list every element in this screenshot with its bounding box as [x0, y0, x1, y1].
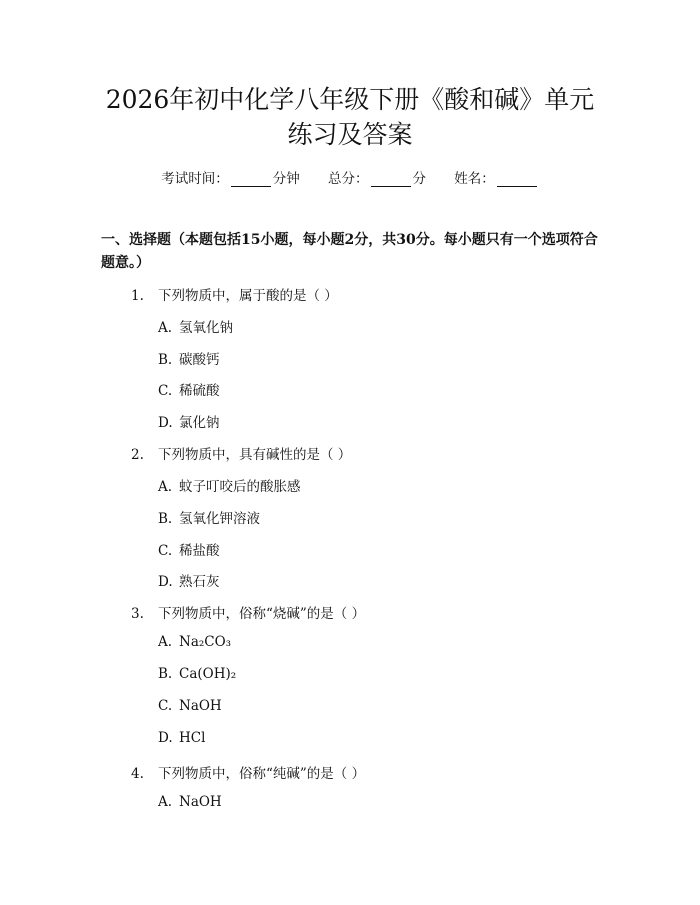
- question-text: 下列物质中，具有碱性的是（ ）: [158, 447, 352, 463]
- question-3-option-a: [158, 634, 231, 650]
- question-1: [131, 284, 338, 304]
- question-3-option-c: [158, 698, 222, 714]
- option-letter: C.: [158, 383, 173, 399]
- section-heading: 一、选择题（本题包括15小题，每小题2分，共30分。每小题只有一个选项符合题意。）: [101, 232, 598, 271]
- question-number: 1.: [131, 288, 144, 304]
- option-text: NaOH: [179, 794, 222, 810]
- option-letter: B.: [158, 666, 173, 682]
- exam-name: [454, 167, 539, 187]
- question-number: 3.: [131, 606, 144, 622]
- option-letter: A.: [158, 794, 173, 810]
- question-3-option-b: [158, 666, 236, 682]
- option-letter: C.: [158, 698, 173, 714]
- time-blank: [231, 172, 271, 187]
- question-number: 4.: [131, 766, 144, 782]
- question-1-option-c: [158, 379, 220, 399]
- option-letter: A.: [158, 320, 173, 336]
- score-blank: [371, 172, 411, 187]
- question-1-option-b: [158, 348, 220, 368]
- exam-meta: [0, 167, 700, 187]
- exam-score: [328, 167, 426, 187]
- option-text: HCl: [179, 730, 206, 746]
- time-label: 考试时间：: [161, 171, 229, 187]
- question-2-option-a: [158, 475, 301, 495]
- option-letter: A.: [158, 479, 173, 495]
- option-text: NaOH: [179, 698, 222, 714]
- page-title-line1: 2026年初中化学八年级下册《酸和碱》单元: [105, 85, 595, 114]
- option-text: 蚊子叮咬后的酸胀感: [179, 479, 301, 495]
- page-title-line2: 练习及答案: [287, 120, 413, 149]
- option-letter: D.: [158, 730, 173, 746]
- option-letter: C.: [158, 543, 173, 559]
- option-letter: A.: [158, 634, 173, 650]
- question-1-option-a: [158, 316, 233, 336]
- option-text: 碳酸钙: [179, 352, 220, 368]
- question-1-option-d: [158, 411, 220, 431]
- name-label: 姓名：: [454, 171, 495, 187]
- question-number: 2.: [131, 447, 144, 463]
- option-text: 熟石灰: [179, 574, 220, 590]
- option-text: Na₂CO₃: [179, 634, 232, 650]
- option-letter: D.: [158, 415, 173, 431]
- score-label: 总分：: [328, 171, 369, 187]
- question-2-option-c: [158, 539, 220, 559]
- option-text: 氢氧化钾溶液: [179, 511, 260, 527]
- question-4-option-a: [158, 794, 222, 810]
- option-letter: B.: [158, 511, 173, 527]
- question-4: [131, 762, 365, 782]
- option-text: 氢氧化钠: [179, 320, 233, 336]
- name-blank: [497, 172, 537, 187]
- score-unit: 分: [412, 171, 426, 187]
- option-letter: B.: [158, 352, 173, 368]
- option-text: 氯化钠: [179, 415, 220, 431]
- question-3-option-d: [158, 730, 205, 746]
- question-text: 下列物质中，俗称“纯碱”的是（ ）: [158, 766, 366, 782]
- question-2-option-b: [158, 507, 260, 527]
- question-3: [131, 602, 365, 622]
- option-text: 稀硫酸: [179, 383, 220, 399]
- option-text: Ca(OH)₂: [179, 666, 237, 682]
- question-text: 下列物质中，属于酸的是（ ）: [158, 288, 338, 304]
- question-text: 下列物质中，俗称“烧碱”的是（ ）: [158, 606, 366, 622]
- question-2: [131, 443, 351, 463]
- exam-time: [161, 167, 300, 187]
- question-2-option-d: [158, 570, 220, 590]
- time-unit: 分钟: [272, 171, 300, 187]
- option-letter: D.: [158, 574, 173, 590]
- option-text: 稀盐酸: [179, 543, 220, 559]
